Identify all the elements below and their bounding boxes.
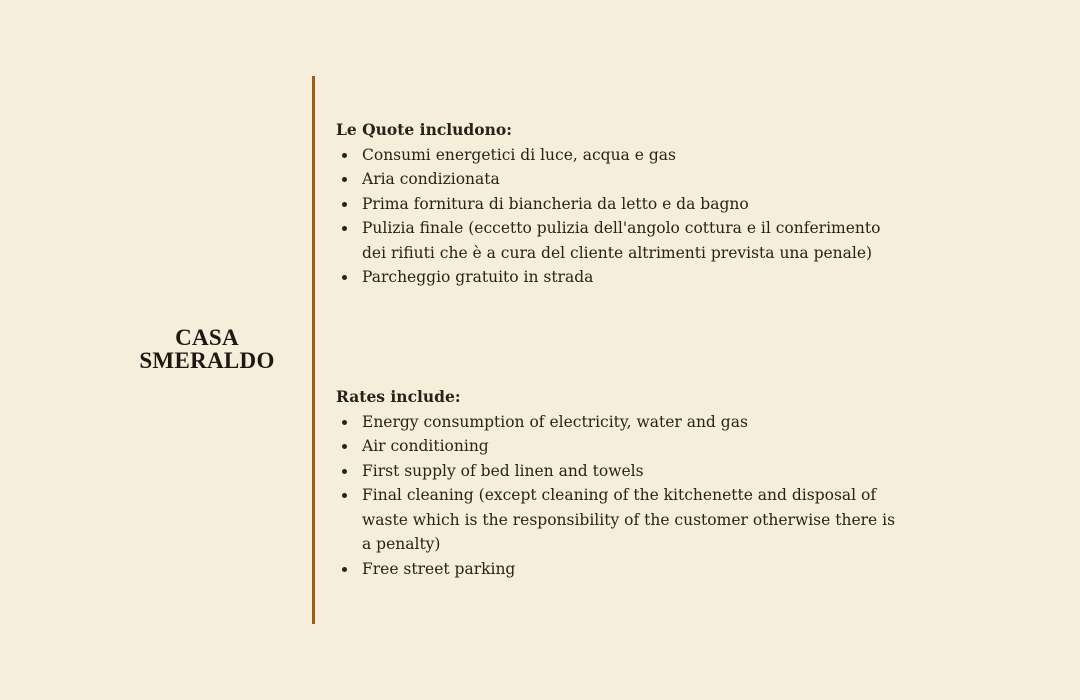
- italian-heading: Le Quote includono:: [336, 120, 512, 139]
- english-rates-section: [336, 385, 896, 581]
- list-item: Consumi energetici di luce, acqua e gas: [336, 143, 896, 168]
- list-item: Pulizia finale (eccetto pulizia dell'angolo cottura e il conferimento dei rifiuti che è a cura del cliente altrimenti prevista una penale): [336, 216, 896, 265]
- list-item: First supply of bed linen and towels: [336, 459, 896, 484]
- list-item: Final cleaning (except cleaning of the kitchenette and disposal of waste which is the responsibility of the customer otherwise there is a penalty): [336, 483, 896, 557]
- list-item: Free street parking: [336, 557, 896, 582]
- brand-line-1: CASA: [175, 325, 239, 350]
- list-item: Parcheggio gratuito in strada: [336, 265, 896, 290]
- english-list: [336, 410, 896, 582]
- list-item: Aria condizionata: [336, 167, 896, 192]
- list-item: Prima fornitura di biancheria da letto e da bagno: [336, 192, 896, 217]
- italian-rates-section: [336, 118, 896, 290]
- brand-title: [112, 326, 302, 372]
- english-heading: Rates include:: [336, 387, 461, 406]
- vertical-divider: [312, 76, 315, 624]
- list-item: Air conditioning: [336, 434, 896, 459]
- italian-list: [336, 143, 896, 290]
- list-item: Energy consumption of electricity, water and gas: [336, 410, 896, 435]
- brand-line-2: SMERALDO: [139, 348, 275, 373]
